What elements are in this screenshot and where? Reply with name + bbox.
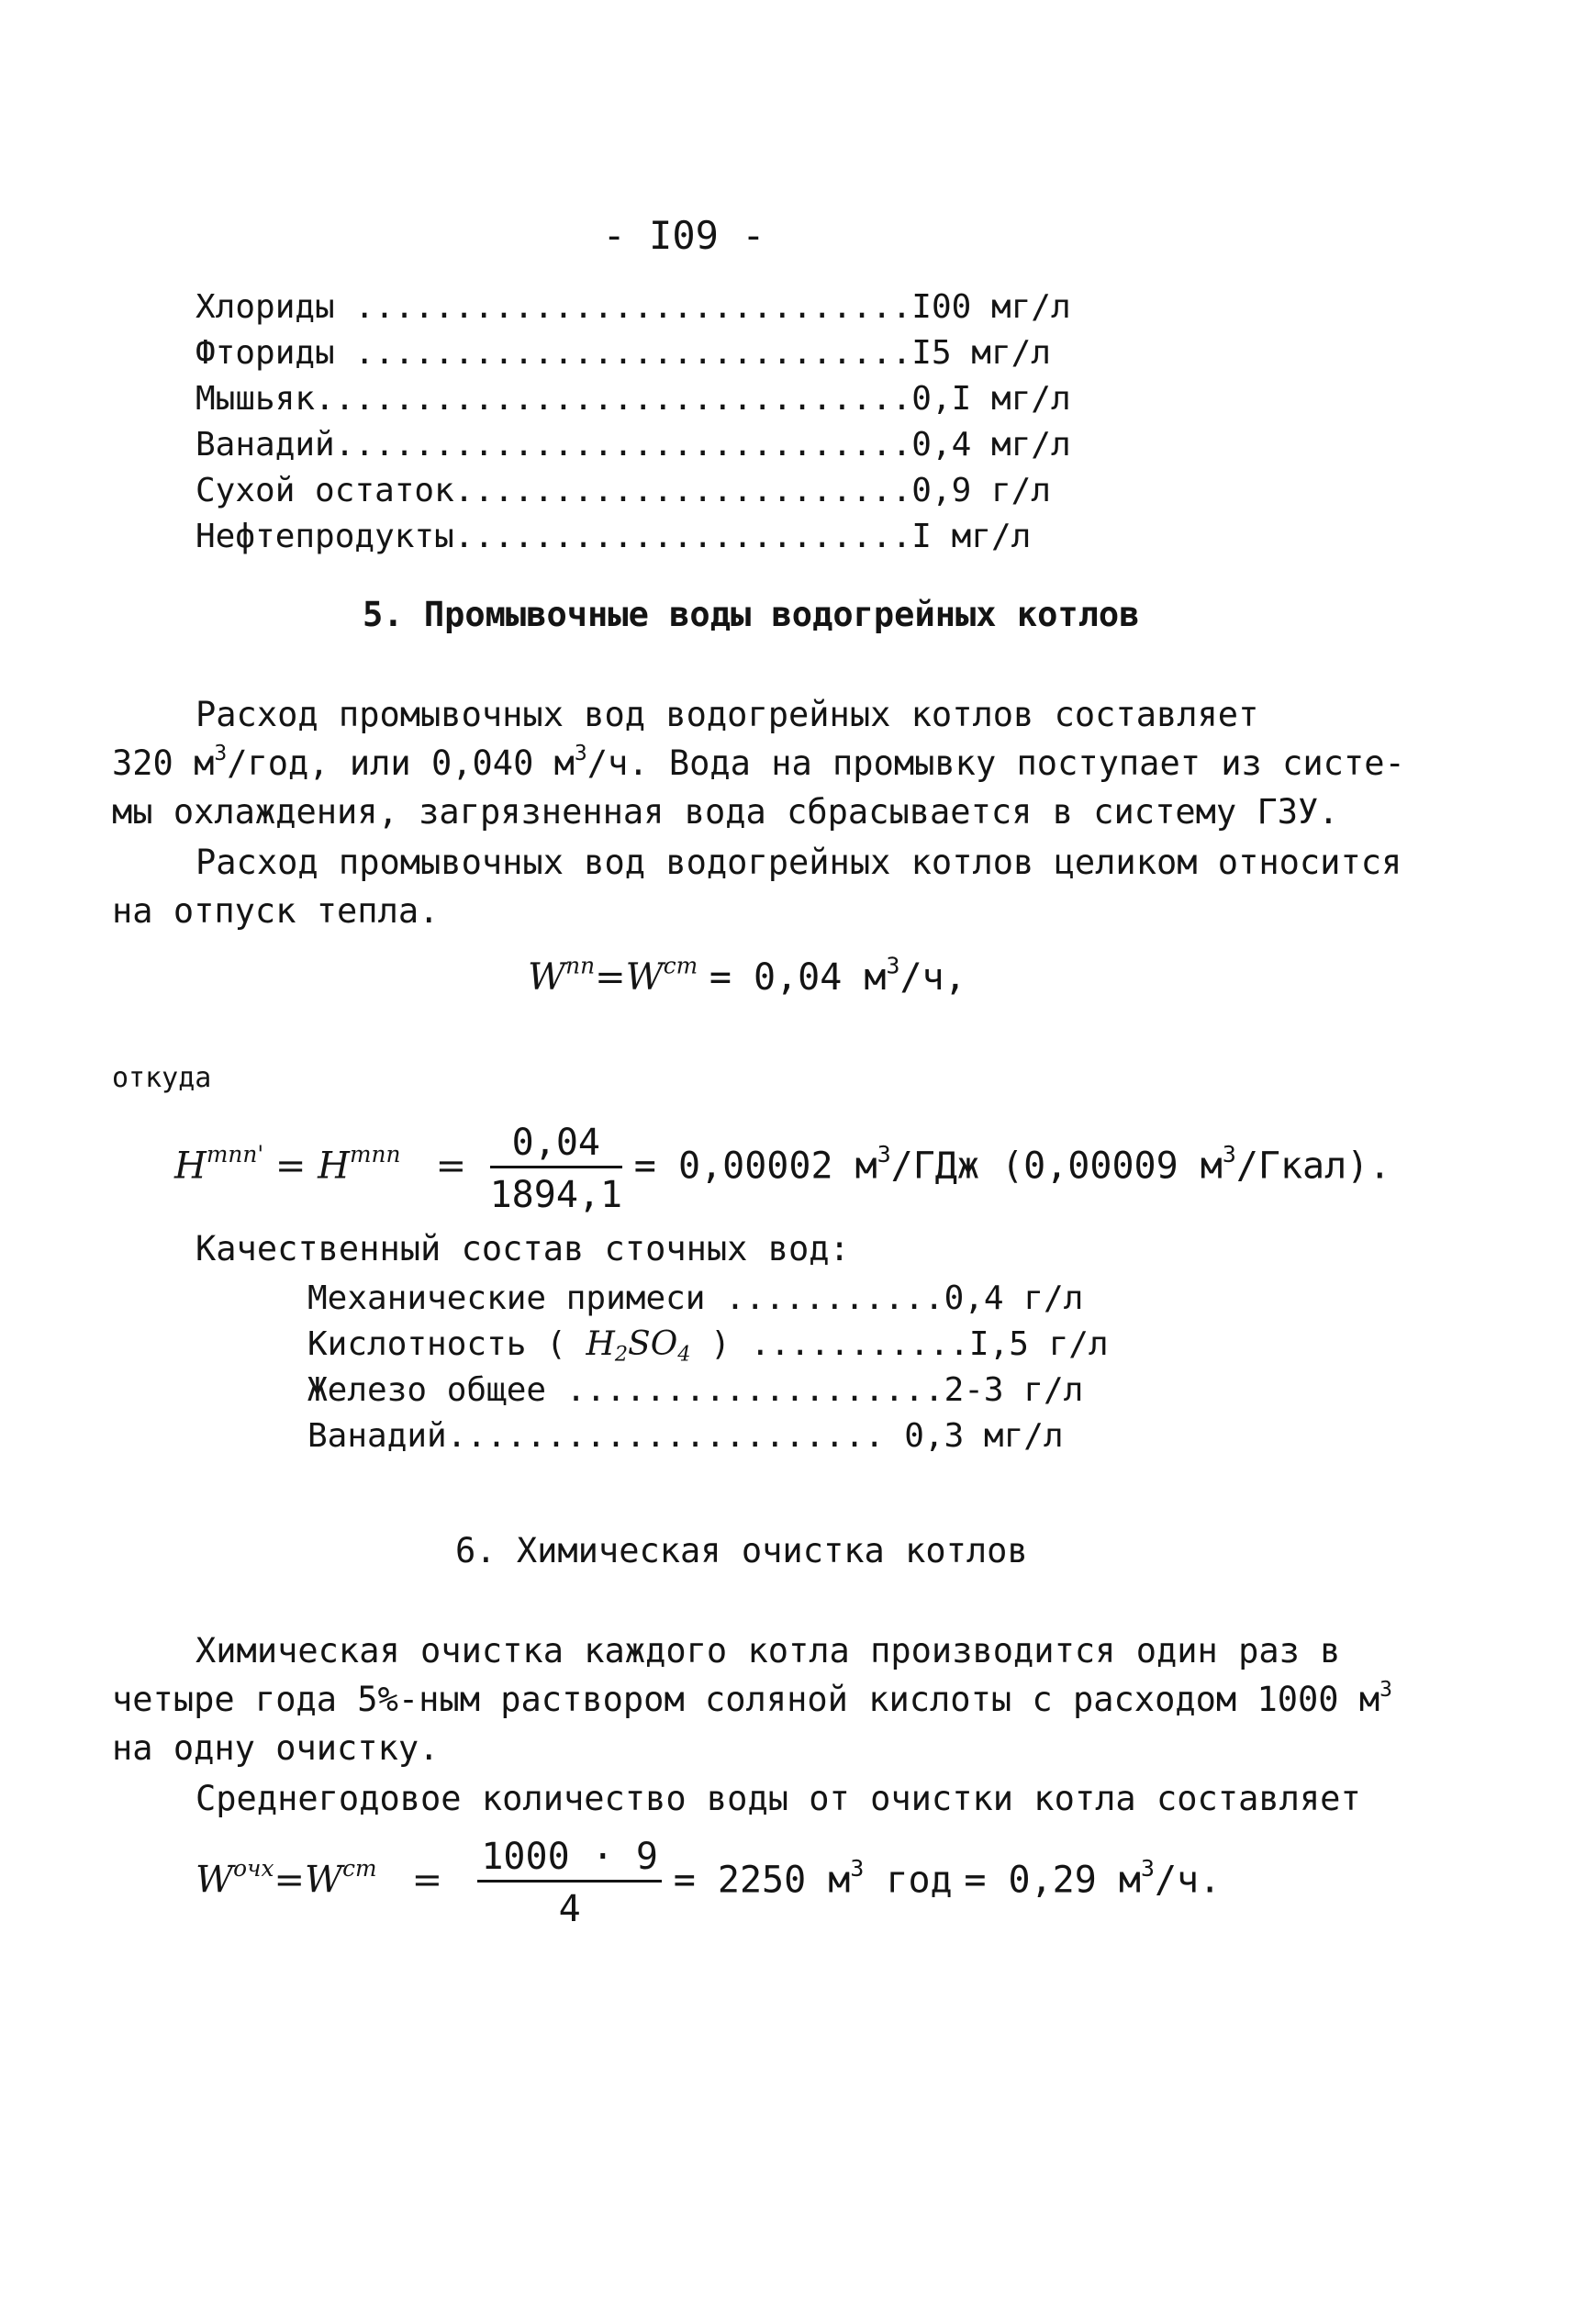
quality-title: Качественный состав сточных вод:	[195, 1229, 850, 1268]
list-item: Хлориды ............................I00 мг/л	[195, 288, 1071, 326]
list-item: Железо общее ...................2-3 г/л	[307, 1371, 1084, 1409]
section-6-paragraph-line: Химическая очистка каждого котла производится один раз в	[195, 1631, 1341, 1670]
section-5-paragraph-line: Расход промывочных вод водогрейных котлов составляет	[195, 695, 1259, 734]
list-item: Фториды ............................I5 мг/л	[195, 334, 1051, 372]
section-6-paragraph-line: на одну очистку.	[112, 1728, 440, 1768]
wastewater-composition-list	[307, 1276, 1109, 1459]
fraction: $\frac{0,04}{1894,1}$	[489, 1122, 623, 1216]
list-item: Сухой остаток.......................0,9 г/л	[195, 472, 1051, 509]
list-item: Механические примеси ...........0,4 г/л	[307, 1279, 1084, 1317]
list-item: Ванадий...................... 0,3 мг/л	[307, 1417, 1064, 1455]
section-5-paragraph-line: мы охлаждения, загрязненная вода сбрасывается в систему ГЗУ.	[112, 792, 1339, 832]
list-item: Ванадий.............................0,4 мг/л	[195, 426, 1071, 464]
section-6-heading: 6. Химическая очистка котлов	[455, 1531, 1028, 1570]
equation-1: $W^{пп}=W^{ст} = 0,04$ $м^3/ч$,	[528, 952, 966, 999]
section-5-heading: 5. Промывочные воды водогрейных котлов	[363, 595, 1140, 634]
fraction: $\frac{1000 \cdot 9}{4}$	[477, 1836, 662, 1930]
equation-3: $W^{очх}=W^{ст}$ = $\frac{1000 \cdot 9}{4}$ = 2250 $м^3$ год = 0,29 $м^3/ч$.	[195, 1836, 1222, 1930]
list-item: Нефтепродукты.......................I мг/л	[195, 518, 1032, 555]
section-5-paragraph-line: на отпуск тепла.	[112, 891, 440, 931]
section-5-paragraph-line: Расход промывочных вод водогрейных котлов целиком относится	[195, 843, 1402, 882]
page-number: - I09 -	[602, 213, 765, 258]
equation-2: $H^{тпп'} = H^{тпп}$ = $\frac{0,04}{1894,1}$ = 0,00002 $м^3$/ГДж (0,00009 $м^3/Гкал$).	[174, 1122, 1391, 1216]
section-6-paragraph-line: четыре года 5%-ным раствором соляной кислоты с расходом 1000 $м^3$	[112, 1677, 1392, 1719]
composition-list	[195, 285, 1071, 560]
section-6-paragraph-line: Среднегодовое количество воды от очистки котла составляет	[195, 1779, 1361, 1818]
section-5-paragraph-line: 320 $м^3$/год, или 0,040 $м^3/ч$. Вода на промывку поступает из систе-	[112, 741, 1405, 783]
list-item: Мышьяк..............................0,I мг/л	[195, 380, 1071, 418]
list-item: Кислотность ( $H_2SO_4$ ) ...........I,5 г/л	[307, 1325, 1109, 1367]
otkuda-label: откуда	[112, 1062, 212, 1094]
